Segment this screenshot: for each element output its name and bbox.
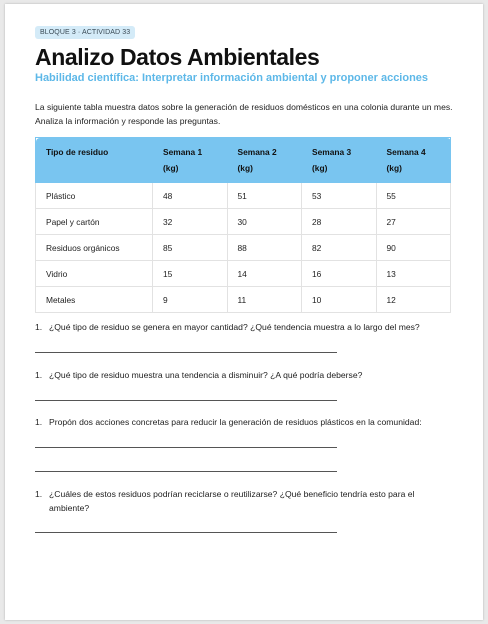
question-text: ¿Qué tipo de residuo muestra una tendencia a disminuir? ¿A qué podría deberse? [49,370,363,380]
table-row [36,287,451,313]
header-cell-type: Tipo de residuo [36,138,153,183]
question-number: 1. [35,489,43,499]
table-cell: 51 [227,183,302,209]
table-cell: Metales [36,287,153,313]
question-text: Propón dos acciones concretas para reducir la generación de residuos plásticos en la comunidad: [49,417,422,427]
question-text: ¿Qué tipo de residuo se genera en mayor cantidad? ¿Qué tendencia muestra a lo largo del mes? [49,322,420,332]
table-cell: Residuos orgánicos [36,235,153,261]
table-cell: 30 [227,209,302,235]
table-cell: 14 [227,261,302,287]
table-cell: 55 [376,183,451,209]
table-cell: 16 [302,261,377,287]
table-cell: Vidrio [36,261,153,287]
table-cell: 88 [227,235,302,261]
answer-line[interactable] [35,471,337,472]
answer-line[interactable] [35,447,337,448]
table-cell: 53 [302,183,377,209]
question-2 [35,368,445,382]
answer-line[interactable] [35,400,337,401]
table-cell: 10 [302,287,377,313]
question-4 [35,487,435,515]
question-number: 1. [35,370,43,380]
table-row [36,261,451,287]
header-cell-week1: Semana 1 (kg) [153,138,228,183]
intro-text: La siguiente tabla muestra datos sobre la generación de residuos domésticos en una colonia durante un mes. Analiza la información y responde las preguntas. [35,102,453,126]
table-row [36,209,451,235]
answer-line[interactable] [35,352,337,353]
header-cell-week2: Semana 2 (kg) [227,138,302,183]
table-row [36,183,451,209]
table-cell: 85 [153,235,228,261]
table-cell: 82 [302,235,377,261]
table-cell: 13 [376,261,451,287]
table-cell: 11 [227,287,302,313]
question-1 [35,320,445,334]
page-subtitle: Habilidad científica: Interpretar información ambiental y proponer acciones [35,72,429,84]
table-cell: 90 [376,235,451,261]
table-cell: 9 [153,287,228,313]
question-number: 1. [35,417,43,427]
table-cell: 28 [302,209,377,235]
table-cell: Plástico [36,183,153,209]
page-title: Analizo Datos Ambientales [35,44,320,70]
table-cell: 48 [153,183,228,209]
table-cell: Papel y cartón [36,209,153,235]
table-header-row [36,138,451,183]
question-text: ¿Cuáles de estos residuos podrían reciclarse o reutilizarse? ¿Qué beneficio tendría esto para el ambiente? [49,489,415,513]
worksheet-page [5,4,483,620]
table-cell: 32 [153,209,228,235]
table-cell: 12 [376,287,451,313]
activity-badge: BLOQUE 3 · ACTIVIDAD 33 [35,26,135,39]
table-row [36,235,451,261]
answer-line[interactable] [35,532,337,533]
table-cell: 27 [376,209,451,235]
header-cell-week4: Semana 4 (kg) [376,138,451,183]
table-cell: 15 [153,261,228,287]
waste-table [35,137,451,313]
header-cell-week3: Semana 3 (kg) [302,138,377,183]
question-3 [35,415,445,429]
question-number: 1. [35,322,43,332]
